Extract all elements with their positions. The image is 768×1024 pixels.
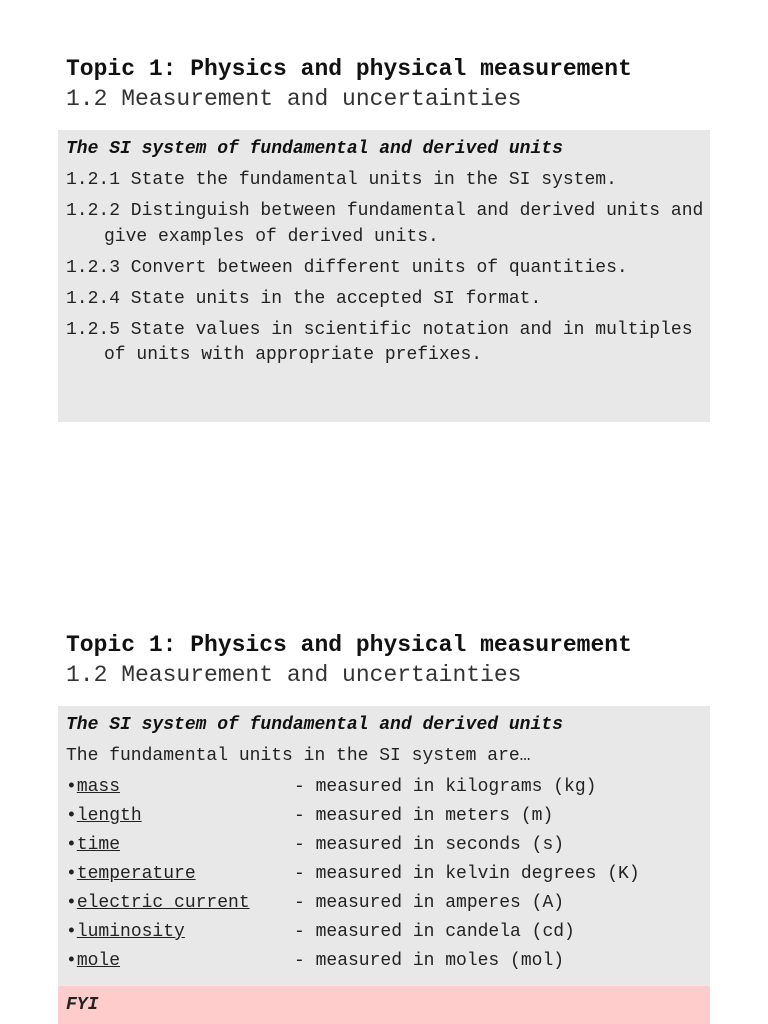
panel-heading: The SI system of fundamental and derived units bbox=[66, 139, 563, 159]
bullet-icon: • bbox=[66, 864, 77, 884]
subtopic-title: 1.2 Measurement and uncertainties bbox=[66, 86, 522, 112]
unit-description: - measured in kilograms (kg) bbox=[294, 777, 597, 797]
unit-row bbox=[66, 833, 640, 862]
units-intro: The fundamental units in the SI system are… bbox=[66, 746, 531, 766]
units-panel bbox=[58, 706, 710, 986]
unit-name: mass bbox=[76, 777, 121, 797]
unit-name: length bbox=[76, 806, 142, 826]
unit-row bbox=[66, 775, 640, 804]
unit-description: - measured in moles (mol) bbox=[294, 951, 565, 971]
bullet-icon: • bbox=[66, 922, 77, 942]
fyi-label: FYI bbox=[66, 995, 99, 1015]
bullet-icon: • bbox=[66, 806, 77, 826]
objectives-list bbox=[66, 168, 706, 374]
bullet-icon: • bbox=[66, 777, 77, 797]
unit-description: - measured in meters (m) bbox=[294, 806, 554, 826]
objective-item: 1.2.5 State values in scientific notation and in multiples of units with appropriate prefixes. bbox=[66, 319, 693, 365]
topic-title: Topic 1: Physics and physical measurement bbox=[66, 56, 632, 82]
bullet-icon: • bbox=[66, 835, 77, 855]
objective-item: 1.2.2 Distinguish between fundamental and derived units and give examples of derived units. bbox=[66, 201, 704, 247]
units-list bbox=[66, 775, 640, 978]
unit-row bbox=[66, 949, 640, 978]
unit-name: time bbox=[76, 835, 121, 855]
objective-item: 1.2.3 Convert between different units of quantities. bbox=[66, 257, 628, 278]
unit-row bbox=[66, 891, 640, 920]
unit-name: luminosity bbox=[76, 922, 185, 942]
bullet-icon: • bbox=[66, 951, 77, 971]
unit-row bbox=[66, 804, 640, 833]
unit-description: - measured in candela (cd) bbox=[294, 922, 575, 942]
objectives-panel bbox=[58, 130, 710, 422]
unit-description: - measured in kelvin degrees (K) bbox=[294, 864, 640, 884]
subtopic-title: 1.2 Measurement and uncertainties bbox=[66, 662, 522, 688]
unit-row bbox=[66, 920, 640, 949]
unit-name: mole bbox=[76, 951, 121, 971]
bullet-icon: • bbox=[66, 893, 77, 913]
panel-heading: The SI system of fundamental and derived units bbox=[66, 715, 563, 735]
unit-name: temperature bbox=[76, 864, 196, 884]
objective-item: 1.2.4 State units in the accepted SI format. bbox=[66, 288, 542, 309]
fyi-panel bbox=[58, 986, 710, 1024]
unit-name: electric current bbox=[76, 893, 250, 913]
unit-row bbox=[66, 862, 640, 891]
objective-item: 1.2.1 State the fundamental units in the SI system. bbox=[66, 170, 617, 190]
unit-description: - measured in amperes (A) bbox=[294, 893, 565, 913]
unit-description: - measured in seconds (s) bbox=[294, 835, 565, 855]
topic-title: Topic 1: Physics and physical measurement bbox=[66, 632, 632, 658]
